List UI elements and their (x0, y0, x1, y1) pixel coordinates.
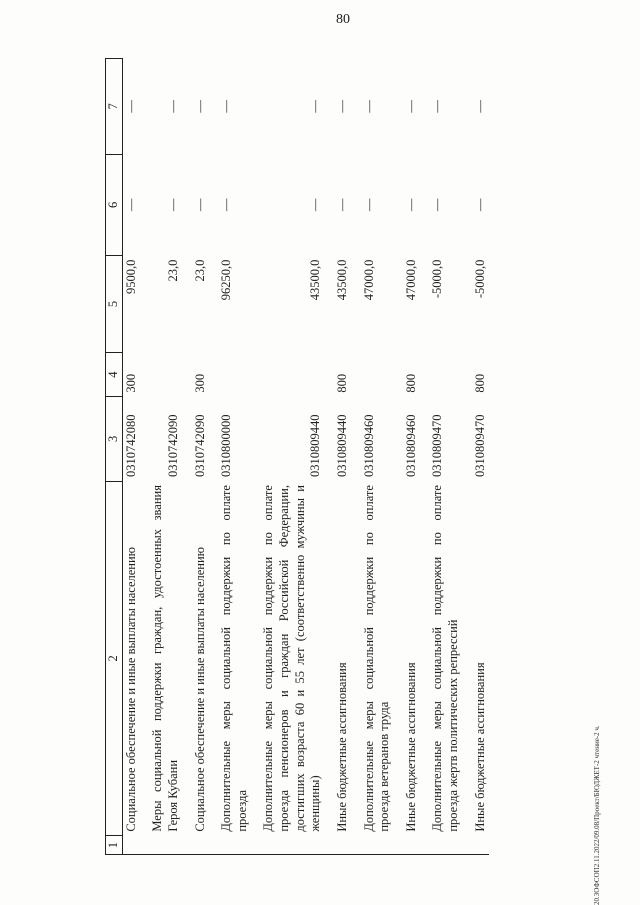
cell-col7: — (123, 100, 138, 113)
cell-col7: — (308, 100, 323, 113)
cell-code: 0310800000 (219, 414, 234, 478)
budget-table (105, 58, 489, 855)
table-row (122, 59, 140, 855)
cell-type: 800 (472, 373, 487, 393)
cell-type (140, 352, 182, 396)
cell-type (420, 352, 462, 396)
cell-empty (209, 836, 251, 855)
cell-col6: — (361, 198, 376, 212)
cell-col7: — (192, 100, 207, 113)
cell-col6: — (219, 198, 234, 212)
table-row (140, 59, 182, 855)
cell-col6: — (192, 198, 207, 212)
cell-type: 800 (403, 373, 418, 393)
header-col-1: 1 (106, 836, 123, 855)
cell-type (251, 352, 325, 396)
header-col-2: 2 (106, 481, 123, 836)
cell-col7: — (334, 100, 349, 113)
cell-col7: — (430, 100, 445, 113)
table-row (420, 59, 462, 855)
cell-empty (122, 836, 140, 855)
page-number: 80 (336, 12, 350, 27)
header-col-3: 3 (106, 397, 123, 481)
header-col-6: 6 (106, 154, 123, 255)
cell-amount: 23,0 (165, 259, 180, 282)
cell-empty (140, 836, 182, 855)
cell-col6: — (165, 198, 180, 212)
cell-type: 800 (334, 373, 349, 393)
header-row (106, 59, 123, 855)
cell-code: 0310809470 (472, 414, 487, 478)
header-col-4: 4 (106, 352, 123, 396)
cell-amount: -5000,0 (430, 259, 445, 299)
cell-col6: — (403, 198, 418, 212)
table-row (251, 59, 325, 855)
cell-col7: — (361, 100, 376, 113)
cell-name: Дополнительные меры социальной поддержки по оплате проезда пенсионеров и граждан Российской Федерации, достигших возраста 60 и 55 лет (соответственно мужчины и женщины) (261, 485, 323, 832)
cell-col6: — (123, 198, 138, 212)
cell-code: 0310742090 (165, 414, 180, 478)
cell-col6: — (308, 198, 323, 212)
cell-col7: — (472, 100, 487, 113)
cell-amount: 43500,0 (308, 259, 323, 301)
cell-empty (325, 836, 352, 855)
table-row (352, 59, 394, 855)
cell-empty (251, 836, 325, 855)
cell-type (209, 352, 251, 396)
table-row (325, 59, 352, 855)
cell-empty (183, 836, 210, 855)
cell-name: Социальное обеспечение и иные выплаты населению (123, 546, 138, 832)
cell-type: 300 (192, 373, 207, 393)
cell-amount: -5000,0 (472, 259, 487, 299)
cell-amount: 47000,0 (361, 259, 376, 301)
table-body (122, 59, 489, 855)
cell-code: 0310742090 (192, 414, 207, 478)
table-row (463, 59, 490, 855)
cell-name: Иные бюджетные ассигнования (334, 662, 349, 832)
cell-amount: 9500,0 (123, 259, 138, 294)
cell-empty (420, 836, 462, 855)
cell-amount: 47000,0 (403, 259, 418, 301)
table-header (106, 59, 123, 855)
cell-amount: 96250,0 (219, 259, 234, 301)
cell-name: Меры социальной поддержки граждан, удостоенных звания Героя Кубани (150, 485, 180, 832)
cell-empty (394, 836, 421, 855)
cell-col7: — (219, 100, 234, 113)
cell-name: Дополнительные меры социальной поддержки по оплате проезда ветеранов труда (361, 485, 392, 832)
cell-empty (463, 836, 490, 855)
rotated-budget-table-container (105, 58, 560, 855)
cell-code: 0310809460 (361, 414, 376, 478)
cell-col7: — (403, 100, 418, 113)
cell-code: 0310809440 (308, 414, 323, 478)
cell-name: Иные бюджетные ассигнования (403, 662, 418, 832)
cell-col6: — (430, 198, 445, 212)
cell-name: Дополнительные меры социальной поддержки по оплате проезда (219, 485, 249, 832)
cell-code: 0310809470 (430, 414, 445, 478)
cell-name: Дополнительные меры социальной поддержки по оплате проезда жертв политических репрессий (430, 485, 460, 832)
cell-col7: — (165, 100, 180, 113)
cell-amount: 23,0 (192, 259, 207, 282)
cell-empty (352, 836, 394, 855)
cell-name: Иные бюджетные ассигнования (472, 662, 487, 832)
document-path-footer: 20.ЗОФСОП2.11.2022/09.08/Проект/БЮДЖЕТ-2 чтение-2 ч. (593, 725, 601, 905)
header-col-7: 7 (106, 59, 123, 155)
table-row (183, 59, 210, 855)
cell-type (352, 352, 394, 396)
header-col-5: 5 (106, 256, 123, 353)
cell-col6: — (334, 198, 349, 212)
cell-code: 0310809440 (334, 414, 349, 478)
cell-amount: 43500,0 (334, 259, 349, 301)
cell-name: Социальное обеспечение и иные выплаты населению (192, 546, 207, 832)
table-row (394, 59, 421, 855)
cell-code: 0310809460 (403, 414, 418, 478)
cell-col6: — (472, 198, 487, 212)
table-row (209, 59, 251, 855)
cell-code: 0310742080 (123, 414, 138, 478)
cell-type: 300 (123, 373, 138, 393)
